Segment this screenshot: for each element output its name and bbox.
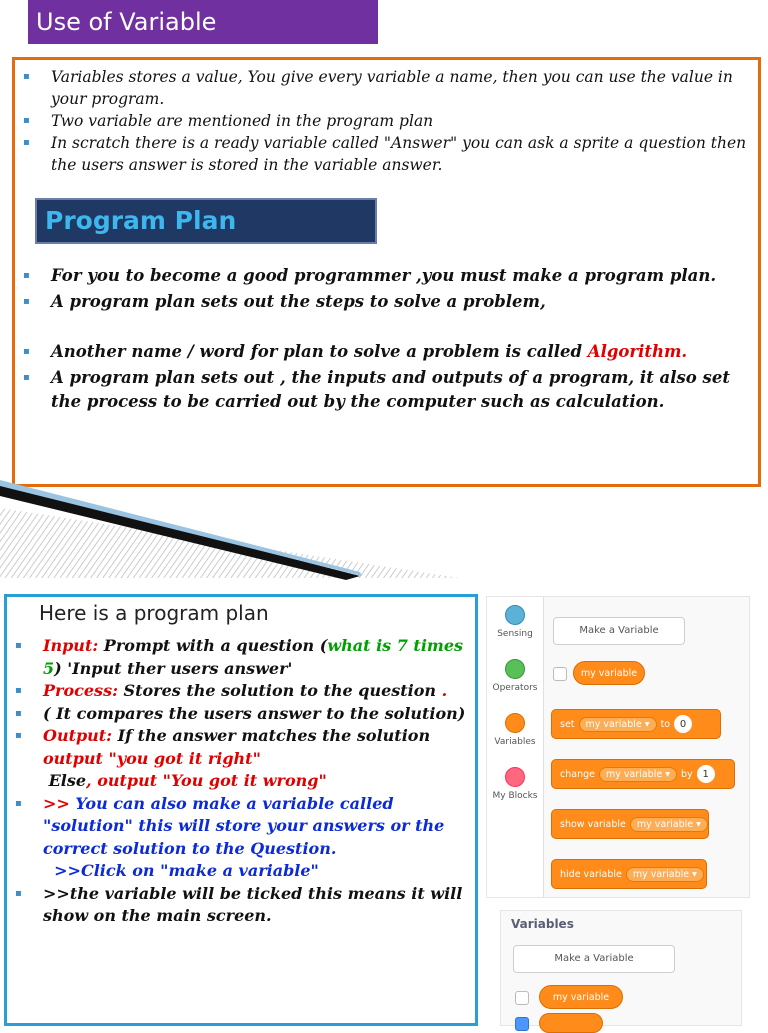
by-label: by: [681, 768, 693, 780]
make-variable-button[interactable]: Make a Variable: [513, 945, 675, 973]
sensing-dot-icon: [505, 605, 525, 625]
change-variable-block[interactable]: [551, 759, 735, 789]
output-step: [11, 725, 473, 793]
click-text: >>Click on "make a variable": [54, 861, 319, 880]
my-blocks-dot-icon: [505, 767, 525, 787]
set-label: set: [560, 718, 575, 730]
tip-arrow: >>: [43, 793, 70, 813]
hide-label: hide variable: [560, 868, 622, 880]
variables-dot-icon: [505, 713, 525, 733]
process-dot: .: [436, 681, 448, 700]
variable-reporter[interactable]: [539, 1013, 603, 1033]
category-label: My Blocks: [492, 791, 538, 801]
tip-text: You can also make a variable called "solution" this will store your answers or the correct solution to the Question.: [43, 793, 445, 858]
bullet-item: ▪ A program plan sets out , the inputs and outputs of a program, it also set the process to be carried out by the computer such as calculation.: [19, 366, 759, 414]
input-label: Input:: [43, 636, 99, 655]
tip-step: [11, 793, 473, 883]
algorithm-word: Algorithm.: [587, 342, 688, 361]
input-text: Prompt with a question (: [98, 636, 328, 655]
dropdown-value: my variable: [636, 818, 694, 830]
make-variable-button[interactable]: Make a Variable: [553, 617, 685, 645]
variable-dropdown[interactable]: my variable ▾: [579, 717, 657, 732]
process-step: [11, 680, 473, 703]
variable-dropdown[interactable]: my variable ▾: [626, 867, 704, 882]
slide-title: Use of Variable: [28, 0, 378, 44]
output-wrong: , output "You got it wrong": [86, 771, 327, 790]
dropdown-value: my variable: [632, 868, 690, 880]
variable-checkbox[interactable]: [553, 667, 567, 681]
bullet-item: ▪ In scratch there is a ready variable called "Answer" you can ask a sprite a question then the users answer is stored in the variable answer.: [19, 132, 754, 176]
variables-box: [12, 57, 761, 487]
bullet-item: [19, 340, 759, 364]
variable-checkbox-checked[interactable]: [515, 1017, 529, 1031]
my-variable-reporter[interactable]: my variable: [573, 661, 645, 685]
bullet-item: ▪ A program plan sets out the steps to solve a problem,: [19, 290, 759, 314]
to-label: to: [660, 718, 671, 730]
change-value-input[interactable]: 1: [697, 765, 715, 783]
tick-step: ▪ >>the variable will be ticked this means it will show on the main screen.: [11, 883, 473, 928]
category-variables[interactable]: [487, 713, 543, 747]
output-label: Output:: [43, 726, 113, 745]
decorative-arrow: [0, 480, 460, 580]
else-text: Else: [48, 771, 87, 790]
input-step: [11, 635, 473, 680]
variable-dropdown[interactable]: my variable ▾: [599, 767, 677, 782]
program-plan-box: [4, 594, 478, 1026]
my-variable-reporter[interactable]: my variable: [539, 985, 623, 1009]
operators-dot-icon: [505, 659, 525, 679]
set-value-input[interactable]: 0: [674, 715, 692, 733]
change-label: change: [560, 768, 595, 780]
bullet-item: ▪ Two variable are mentioned in the program plan: [19, 110, 754, 132]
input-text-end: ) 'Input ther users answer': [54, 658, 293, 678]
plan-bullets: [19, 264, 759, 416]
bullet-item: ▪ Variables stores a value, You give every variable a name, then you can use the value in your program.: [19, 66, 754, 110]
process-label: Process:: [43, 681, 118, 700]
output-right: output "you got it right": [43, 748, 261, 768]
variable-dropdown[interactable]: my variable ▾: [630, 817, 708, 832]
process-text: Stores the solution to the question: [117, 681, 437, 700]
category-operators[interactable]: [487, 659, 543, 693]
show-label: show variable: [560, 818, 626, 830]
category-sensing[interactable]: [487, 605, 543, 639]
output-text: If the answer matches the solution: [112, 726, 431, 745]
category-label: Sensing: [497, 629, 533, 639]
variable-bullets: [19, 66, 754, 176]
plan-steps: [11, 635, 473, 928]
scratch-block-palette: [486, 596, 750, 898]
hide-variable-block[interactable]: [551, 859, 707, 889]
show-variable-block[interactable]: [551, 809, 709, 839]
variable-checkbox[interactable]: [515, 991, 529, 1005]
compare-step: ▪ ( It compares the users answer to the solution): [11, 703, 473, 726]
variables-panel: [500, 910, 742, 1026]
category-label: Operators: [492, 683, 538, 693]
bullet-item: ▪ For you to become a good programmer ,you must make a program plan.: [19, 264, 759, 288]
category-list: [487, 597, 544, 897]
dropdown-value: my variable: [585, 718, 642, 730]
dropdown-value: my variable: [605, 768, 663, 780]
bullet-text: Another name / word for plan to solve a problem is called: [51, 342, 588, 361]
category-label: Variables: [494, 737, 536, 747]
input-question: what is 7 times 5: [43, 636, 464, 678]
variables-header: Variables: [511, 917, 574, 931]
set-variable-block[interactable]: [551, 709, 721, 739]
program-plan-title: Program Plan: [35, 198, 377, 244]
plan-heading: Here is a program plan: [39, 601, 269, 625]
category-my-blocks[interactable]: [487, 767, 543, 801]
